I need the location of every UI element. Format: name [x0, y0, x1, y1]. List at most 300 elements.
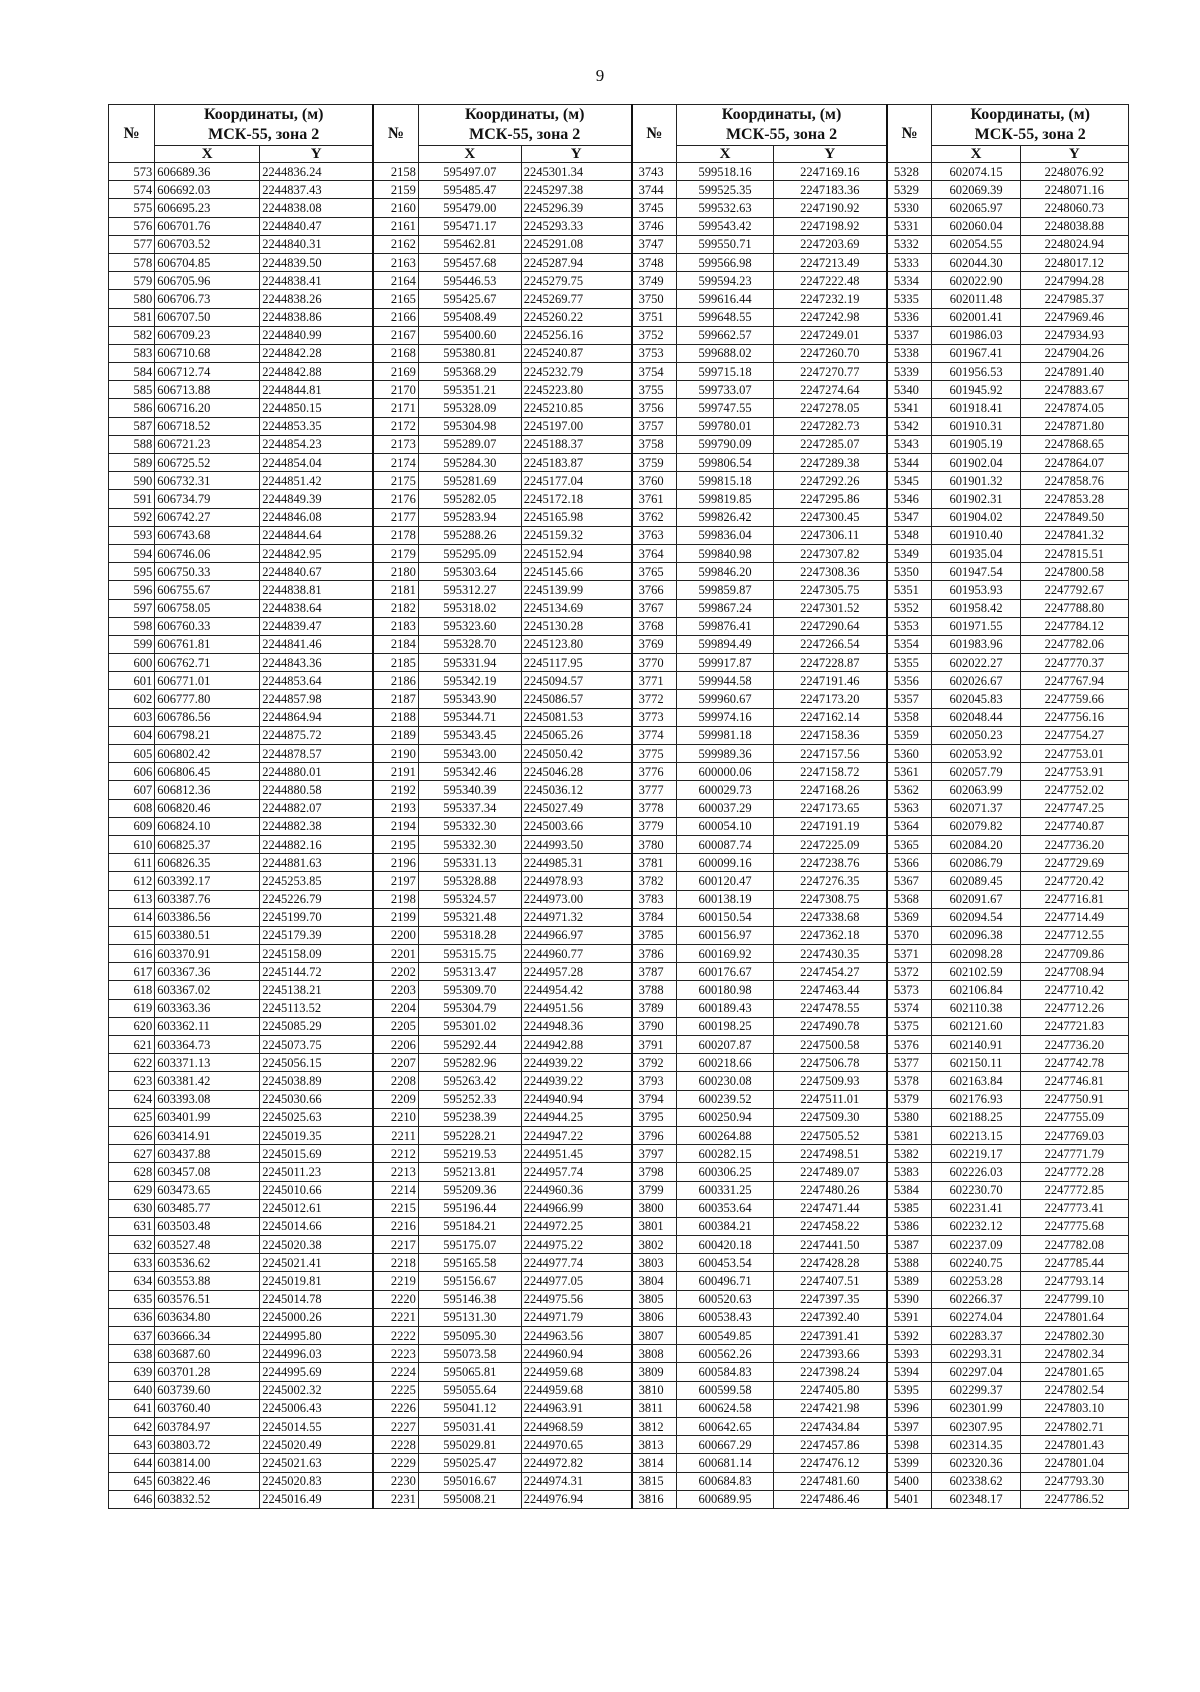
- coord-y: 2247430.35: [773, 945, 886, 963]
- point-number: 3798: [632, 1163, 677, 1181]
- point-number: 3764: [632, 544, 677, 562]
- coord-y: 2247506.78: [773, 1054, 886, 1072]
- point-number: 2207: [373, 1054, 418, 1072]
- coord-x: 600420.18: [677, 1236, 774, 1254]
- coord-y: 2247282.73: [773, 417, 886, 435]
- coord-x: 602096.38: [932, 926, 1020, 944]
- coord-y: 2247500.58: [773, 1036, 886, 1054]
- coord-x: 606716.20: [155, 399, 260, 417]
- coord-x: 603503.48: [155, 1217, 260, 1235]
- point-number: 3743: [632, 163, 677, 181]
- coord-x: 599859.87: [677, 581, 774, 599]
- coord-y: 2244976.94: [521, 1490, 631, 1508]
- point-number: 3765: [632, 563, 677, 581]
- coord-x: 600198.25: [677, 1017, 774, 1035]
- coord-x: 599532.63: [677, 199, 774, 217]
- point-number: 5370: [887, 926, 932, 944]
- point-number: 3800: [632, 1199, 677, 1217]
- coord-y: 2245113.52: [260, 999, 373, 1017]
- point-number: 5345: [887, 472, 932, 490]
- header-coordinates: [932, 105, 1129, 146]
- point-number: 5375: [887, 1017, 932, 1035]
- coord-x: 601918.41: [932, 399, 1020, 417]
- coord-y: 2244844.81: [260, 381, 373, 399]
- point-number: 3803: [632, 1254, 677, 1272]
- coord-x: 602283.37: [932, 1327, 1020, 1345]
- coord-x: 600037.29: [677, 799, 774, 817]
- coord-x: 600156.97: [677, 926, 774, 944]
- coord-x: 602240.75: [932, 1254, 1020, 1272]
- coord-x: 600384.21: [677, 1217, 774, 1235]
- table-row: [109, 508, 1129, 526]
- coord-y: 2244959.68: [521, 1363, 631, 1381]
- coord-y: 2245030.66: [260, 1090, 373, 1108]
- coord-y: 2245256.16: [521, 326, 631, 344]
- table-row: [109, 235, 1129, 253]
- coord-x: 602001.41: [932, 308, 1020, 326]
- coord-y: 2247716.81: [1020, 890, 1128, 908]
- table-row: [109, 1327, 1129, 1345]
- point-number: 623: [109, 1072, 155, 1090]
- coord-x: 606762.71: [155, 654, 260, 672]
- coord-x: 606760.33: [155, 617, 260, 635]
- coord-x: 603814.00: [155, 1454, 260, 1472]
- coord-y: 2247773.41: [1020, 1199, 1128, 1217]
- point-number: 3801: [632, 1217, 677, 1235]
- coord-x: 602044.30: [932, 253, 1020, 271]
- coord-y: 2244838.81: [260, 581, 373, 599]
- coord-x: 600684.83: [677, 1472, 774, 1490]
- coord-x: 606777.80: [155, 690, 260, 708]
- point-number: 3757: [632, 417, 677, 435]
- coord-y: 2247793.30: [1020, 1472, 1128, 1490]
- point-number: 2211: [373, 1126, 418, 1144]
- point-number: 3802: [632, 1236, 677, 1254]
- coord-y: 2247157.56: [773, 745, 886, 763]
- point-number: 3755: [632, 381, 677, 399]
- coord-x: 600000.06: [677, 763, 774, 781]
- coord-y: 2247772.28: [1020, 1163, 1128, 1181]
- coord-x: 602163.84: [932, 1072, 1020, 1090]
- point-number: 5391: [887, 1308, 932, 1326]
- coord-x: 599846.20: [677, 563, 774, 581]
- table-row: [109, 1272, 1129, 1290]
- coord-y: 2247228.87: [773, 654, 886, 672]
- point-number: 2158: [373, 163, 418, 181]
- coord-y: 2244975.22: [521, 1236, 631, 1254]
- coord-y: 2245165.98: [521, 508, 631, 526]
- coord-y: 2247476.12: [773, 1454, 886, 1472]
- coord-x: 602320.36: [932, 1454, 1020, 1472]
- coord-x: 595318.28: [418, 926, 521, 944]
- coord-y: 2244854.23: [260, 435, 373, 453]
- point-number: 2183: [373, 617, 418, 635]
- coord-y: 2247785.44: [1020, 1254, 1128, 1272]
- coord-y: 2244995.69: [260, 1363, 373, 1381]
- point-number: 573: [109, 163, 155, 181]
- coord-y: 2245296.39: [521, 199, 631, 217]
- table-row: [109, 872, 1129, 890]
- point-number: 631: [109, 1217, 155, 1235]
- table-row: [109, 181, 1129, 199]
- coord-x: 595288.26: [418, 526, 521, 544]
- point-number: 629: [109, 1181, 155, 1199]
- header-y: Y: [773, 146, 886, 163]
- point-number: 636: [109, 1308, 155, 1326]
- point-number: 5363: [887, 799, 932, 817]
- coordinates-table: [108, 104, 1129, 1509]
- point-number: 596: [109, 581, 155, 599]
- coord-x: 603437.88: [155, 1145, 260, 1163]
- coord-x: 600584.83: [677, 1363, 774, 1381]
- point-number: 584: [109, 363, 155, 381]
- point-number: 5376: [887, 1036, 932, 1054]
- coord-x: 603832.52: [155, 1490, 260, 1508]
- point-number: 2161: [373, 217, 418, 235]
- point-number: 3783: [632, 890, 677, 908]
- coord-y: 2247428.28: [773, 1254, 886, 1272]
- coord-x: 601901.32: [932, 472, 1020, 490]
- coord-x: 600353.64: [677, 1199, 774, 1217]
- coord-y: 2244957.28: [521, 963, 631, 981]
- coord-x: 602026.67: [932, 672, 1020, 690]
- coord-y: 2247509.93: [773, 1072, 886, 1090]
- coord-x: 599815.18: [677, 472, 774, 490]
- coord-y: 2247793.14: [1020, 1272, 1128, 1290]
- coord-x: 602314.35: [932, 1436, 1020, 1454]
- coord-x: 601910.31: [932, 417, 1020, 435]
- coord-x: 602232.12: [932, 1217, 1020, 1235]
- coord-x: 595342.19: [418, 672, 521, 690]
- coord-x: 595228.21: [418, 1126, 521, 1144]
- coord-x: 595462.81: [418, 235, 521, 253]
- coord-y: 2245081.53: [521, 708, 631, 726]
- point-number: 3750: [632, 290, 677, 308]
- header-coordinate-system: МСК-55, зона 2: [974, 126, 1086, 143]
- point-number: 5349: [887, 544, 932, 562]
- coord-y: 2247274.64: [773, 381, 886, 399]
- coord-y: 2247249.01: [773, 326, 886, 344]
- coord-x: 595284.30: [418, 454, 521, 472]
- coord-y: 2245085.29: [260, 1017, 373, 1035]
- coord-x: 606710.68: [155, 344, 260, 362]
- coord-x: 606701.76: [155, 217, 260, 235]
- coord-y: 2247213.49: [773, 253, 886, 271]
- coord-y: 2244864.94: [260, 708, 373, 726]
- coord-y: 2247802.34: [1020, 1345, 1128, 1363]
- coord-x: 599944.58: [677, 672, 774, 690]
- point-number: 5364: [887, 817, 932, 835]
- header-coordinates-title: Координаты, (м): [721, 106, 842, 123]
- point-number: 2178: [373, 526, 418, 544]
- coord-y: 2247883.67: [1020, 381, 1128, 399]
- coord-y: 2247393.66: [773, 1345, 886, 1363]
- point-number: 608: [109, 799, 155, 817]
- coord-x: 601910.40: [932, 526, 1020, 544]
- table-row: [109, 1472, 1129, 1490]
- point-number: 589: [109, 454, 155, 472]
- coord-x: 600207.87: [677, 1036, 774, 1054]
- coord-y: 2247746.81: [1020, 1072, 1128, 1090]
- coord-x: 599648.55: [677, 308, 774, 326]
- point-number: 5340: [887, 381, 932, 399]
- coord-x: 603381.42: [155, 1072, 260, 1090]
- point-number: 2221: [373, 1308, 418, 1326]
- coord-x: 603387.76: [155, 890, 260, 908]
- point-number: 2170: [373, 381, 418, 399]
- coord-y: 2244841.46: [260, 635, 373, 653]
- coord-y: 2247714.49: [1020, 908, 1128, 926]
- point-number: 2174: [373, 454, 418, 472]
- coord-x: 606725.52: [155, 454, 260, 472]
- coord-y: 2247285.07: [773, 435, 886, 453]
- point-number: 3810: [632, 1381, 677, 1399]
- coord-x: 602022.90: [932, 272, 1020, 290]
- point-number: 3797: [632, 1145, 677, 1163]
- table-row: [109, 799, 1129, 817]
- coord-y: 2247260.70: [773, 344, 886, 362]
- point-number: 5359: [887, 726, 932, 744]
- point-number: 575: [109, 199, 155, 217]
- point-number: 3790: [632, 1017, 677, 1035]
- point-number: 3751: [632, 308, 677, 326]
- point-number: 5386: [887, 1217, 932, 1235]
- point-number: 3773: [632, 708, 677, 726]
- coord-y: 2247457.86: [773, 1436, 886, 1454]
- header-x: X: [155, 146, 260, 163]
- coord-x: 595323.60: [418, 617, 521, 635]
- coord-x: 602348.17: [932, 1490, 1020, 1508]
- point-number: 2185: [373, 654, 418, 672]
- coord-y: 2245123.80: [521, 635, 631, 653]
- point-number: 3748: [632, 253, 677, 271]
- coord-y: 2247292.26: [773, 472, 886, 490]
- point-number: 2176: [373, 490, 418, 508]
- point-number: 3784: [632, 908, 677, 926]
- header-number: №: [373, 105, 418, 163]
- table-row: [109, 854, 1129, 872]
- coord-x: 602299.37: [932, 1381, 1020, 1399]
- coord-y: 2247786.52: [1020, 1490, 1128, 1508]
- coord-y: 2245223.80: [521, 381, 631, 399]
- coord-x: 600239.52: [677, 1090, 774, 1108]
- coord-y: 2244850.15: [260, 399, 373, 417]
- coord-y: 2247752.02: [1020, 781, 1128, 799]
- coord-x: 599550.71: [677, 235, 774, 253]
- coord-y: 2247407.51: [773, 1272, 886, 1290]
- point-number: 3794: [632, 1090, 677, 1108]
- coord-x: 603371.13: [155, 1054, 260, 1072]
- point-number: 2229: [373, 1454, 418, 1472]
- coord-y: 2247782.08: [1020, 1236, 1128, 1254]
- point-number: 621: [109, 1036, 155, 1054]
- coord-y: 2245050.42: [521, 745, 631, 763]
- point-number: 5332: [887, 235, 932, 253]
- table-row: [109, 726, 1129, 744]
- coord-x: 602266.37: [932, 1290, 1020, 1308]
- point-number: 5330: [887, 199, 932, 217]
- coord-x: 599525.35: [677, 181, 774, 199]
- point-number: 3777: [632, 781, 677, 799]
- point-number: 5379: [887, 1090, 932, 1108]
- coord-y: 2247158.36: [773, 726, 886, 744]
- coord-x: 595282.05: [418, 490, 521, 508]
- coord-y: 2244971.79: [521, 1308, 631, 1326]
- coord-y: 2247168.26: [773, 781, 886, 799]
- point-number: 646: [109, 1490, 155, 1508]
- coord-x: 602053.92: [932, 745, 1020, 763]
- coord-y: 2244995.80: [260, 1327, 373, 1345]
- coord-x: 595331.94: [418, 654, 521, 672]
- coord-y: 2247770.37: [1020, 654, 1128, 672]
- point-number: 5383: [887, 1163, 932, 1181]
- coord-y: 2247841.32: [1020, 526, 1128, 544]
- table-row: [109, 654, 1129, 672]
- coord-x: 595031.41: [418, 1417, 521, 1435]
- coord-x: 606750.33: [155, 563, 260, 581]
- coord-y: 2244970.65: [521, 1436, 631, 1454]
- coord-x: 595497.07: [418, 163, 521, 181]
- coord-y: 2247191.46: [773, 672, 886, 690]
- coord-x: 595332.30: [418, 835, 521, 853]
- coord-y: 2245014.78: [260, 1290, 373, 1308]
- header-coordinate-system: МСК-55, зона 2: [208, 126, 320, 143]
- table-row: [109, 253, 1129, 271]
- coord-x: 603803.72: [155, 1436, 260, 1454]
- point-number: 2180: [373, 563, 418, 581]
- point-number: 3771: [632, 672, 677, 690]
- coord-x: 606712.74: [155, 363, 260, 381]
- table-row: [109, 1236, 1129, 1254]
- coord-y: 2245002.32: [260, 1381, 373, 1399]
- table-row: [109, 1017, 1129, 1035]
- coord-y: 2247266.54: [773, 635, 886, 653]
- point-number: 2169: [373, 363, 418, 381]
- point-number: 5390: [887, 1290, 932, 1308]
- table-row: [109, 763, 1129, 781]
- point-number: 5388: [887, 1254, 932, 1272]
- point-number: 3756: [632, 399, 677, 417]
- coord-x: 602074.15: [932, 163, 1020, 181]
- point-number: 622: [109, 1054, 155, 1072]
- coord-x: 599662.57: [677, 326, 774, 344]
- coord-x: 595065.81: [418, 1363, 521, 1381]
- coord-y: 2247498.51: [773, 1145, 886, 1163]
- point-number: 592: [109, 508, 155, 526]
- table-row: [109, 1163, 1129, 1181]
- coord-y: 2245015.69: [260, 1145, 373, 1163]
- coord-x: 606734.79: [155, 490, 260, 508]
- coord-x: 599840.98: [677, 544, 774, 562]
- point-number: 634: [109, 1272, 155, 1290]
- coord-x: 601967.41: [932, 344, 1020, 362]
- point-number: 3754: [632, 363, 677, 381]
- coord-y: 2247874.05: [1020, 399, 1128, 417]
- coord-y: 2247338.68: [773, 908, 886, 926]
- coord-x: 606713.88: [155, 381, 260, 399]
- coord-y: 2247721.83: [1020, 1017, 1128, 1035]
- point-number: 2194: [373, 817, 418, 835]
- coord-x: 600230.08: [677, 1072, 774, 1090]
- point-number: 5343: [887, 435, 932, 453]
- coord-x: 606706.73: [155, 290, 260, 308]
- point-number: 633: [109, 1254, 155, 1272]
- header-coordinate-system: МСК-55, зона 2: [725, 126, 838, 143]
- coord-y: 2247441.50: [773, 1236, 886, 1254]
- point-number: 612: [109, 872, 155, 890]
- point-number: 5397: [887, 1417, 932, 1435]
- table-row: [109, 1108, 1129, 1126]
- table-row: [109, 817, 1129, 835]
- point-number: 615: [109, 926, 155, 944]
- coord-y: 2244853.35: [260, 417, 373, 435]
- point-number: 597: [109, 599, 155, 617]
- point-number: 3785: [632, 926, 677, 944]
- header-coordinates-title: Координаты, (м): [203, 106, 324, 123]
- point-number: 3816: [632, 1490, 677, 1508]
- coord-x: 600306.25: [677, 1163, 774, 1181]
- coord-x: 595289.07: [418, 435, 521, 453]
- coord-y: 2245036.12: [521, 781, 631, 799]
- table-row: [109, 835, 1129, 853]
- table-row: [109, 544, 1129, 562]
- coord-x: 603367.36: [155, 963, 260, 981]
- coord-y: 2247853.28: [1020, 490, 1128, 508]
- point-number: 5366: [887, 854, 932, 872]
- point-number: 2177: [373, 508, 418, 526]
- point-number: 3805: [632, 1290, 677, 1308]
- coord-y: 2244942.88: [521, 1036, 631, 1054]
- coord-x: 601935.04: [932, 544, 1020, 562]
- coord-y: 2247767.94: [1020, 672, 1128, 690]
- coord-x: 606709.23: [155, 326, 260, 344]
- point-number: 3814: [632, 1454, 677, 1472]
- coord-y: 2244978.93: [521, 872, 631, 890]
- point-number: 2199: [373, 908, 418, 926]
- point-number: 2160: [373, 199, 418, 217]
- point-number: 598: [109, 617, 155, 635]
- coord-y: 2245138.21: [260, 981, 373, 999]
- coord-y: 2247849.50: [1020, 508, 1128, 526]
- coord-y: 2248076.92: [1020, 163, 1128, 181]
- coord-y: 2247232.19: [773, 290, 886, 308]
- table-row: [109, 363, 1129, 381]
- coord-x: 602253.28: [932, 1272, 1020, 1290]
- coord-x: 600681.14: [677, 1454, 774, 1472]
- point-number: 643: [109, 1436, 155, 1454]
- point-number: 5350: [887, 563, 932, 581]
- coord-x: 595025.47: [418, 1454, 521, 1472]
- point-number: 5377: [887, 1054, 932, 1072]
- point-number: 3781: [632, 854, 677, 872]
- point-number: 2195: [373, 835, 418, 853]
- point-number: 2162: [373, 235, 418, 253]
- coord-x: 606755.67: [155, 581, 260, 599]
- point-number: 3792: [632, 1054, 677, 1072]
- point-number: 2215: [373, 1199, 418, 1217]
- coord-y: 2244968.59: [521, 1417, 631, 1435]
- coord-x: 603414.91: [155, 1126, 260, 1144]
- point-number: 588: [109, 435, 155, 453]
- point-number: 5401: [887, 1490, 932, 1508]
- coord-y: 2244851.42: [260, 472, 373, 490]
- coord-y: 2244840.47: [260, 217, 373, 235]
- coord-y: 2245240.87: [521, 344, 631, 362]
- coord-y: 2245086.57: [521, 690, 631, 708]
- coord-y: 2247486.46: [773, 1490, 886, 1508]
- point-number: 3782: [632, 872, 677, 890]
- coord-y: 2244843.36: [260, 654, 373, 672]
